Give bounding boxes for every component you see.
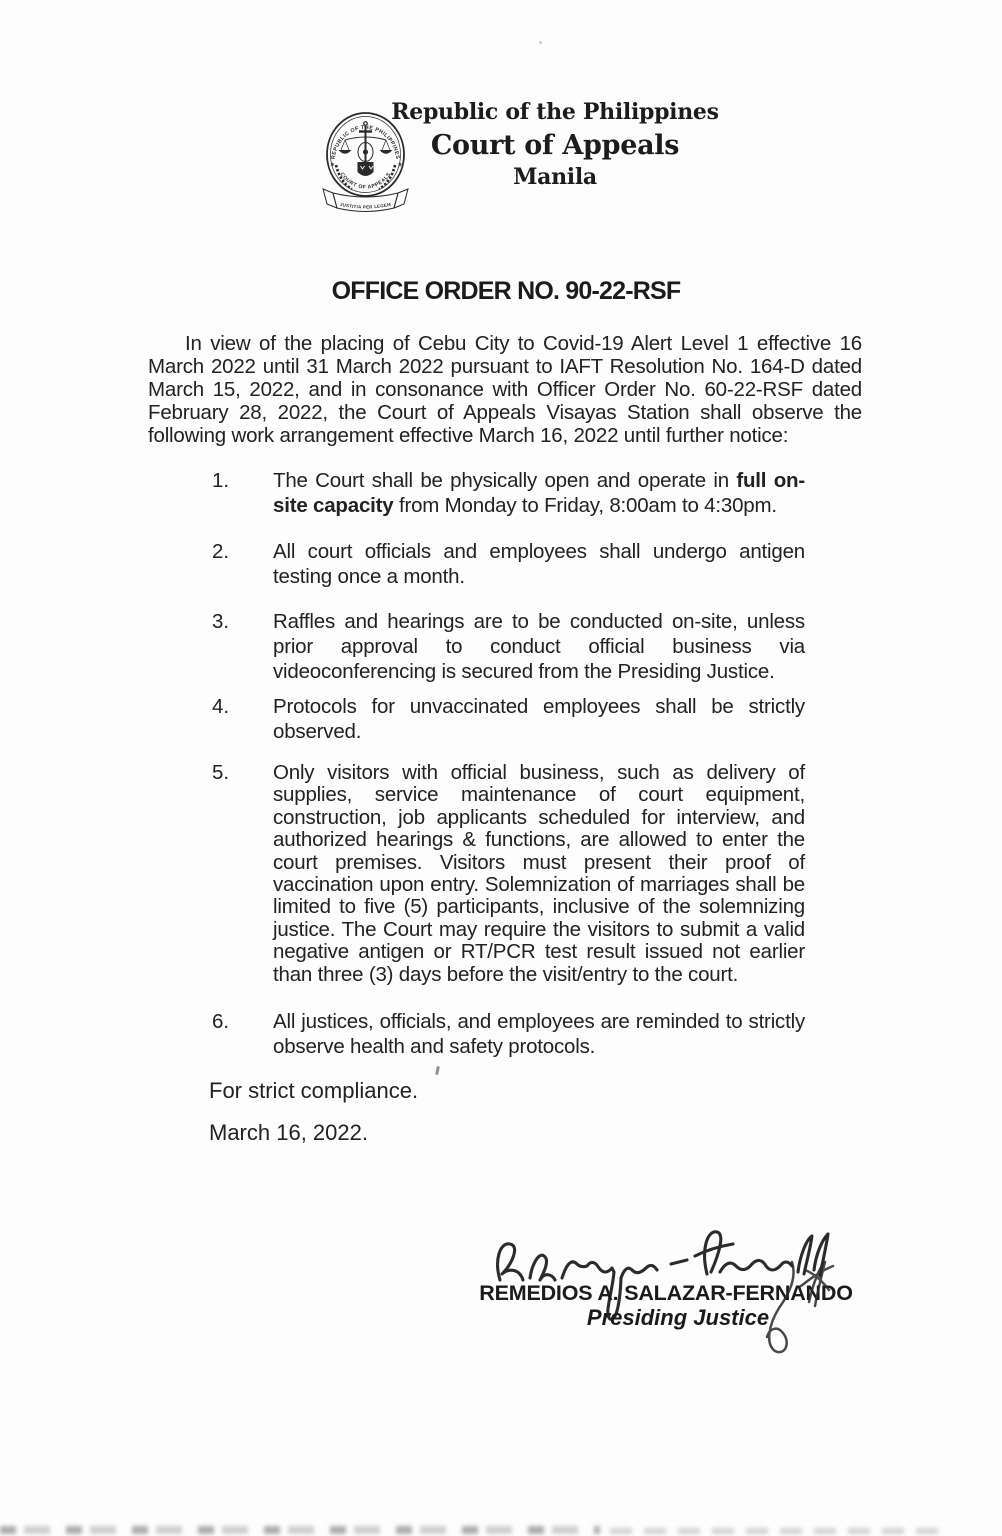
order-item-2 [212, 539, 805, 589]
compliance-line: For strict compliance. [209, 1078, 419, 1103]
scan-artifact-strip [0, 1526, 600, 1534]
item-text: All court officials and employees shall undergo antigen testing once a month. [273, 540, 805, 588]
letterhead-manila: Manila [513, 164, 597, 190]
signatory-name: REMEDIOS A. SALAZAR-FERNANDO [479, 1281, 853, 1305]
seal-star-right: ✶ [397, 162, 403, 169]
item-text: Raffles and hearings are to be conducted on-site, unless prior approval to conduct official business via videoconferencing is secured from the Presiding Justice. [273, 610, 805, 683]
order-item-3 [212, 609, 805, 684]
item-number: 5. [212, 761, 230, 784]
item-text: The Court shall be physically open and operate in full on-site capacity from Monday to Friday, 8:00am to 4:30pm. [273, 469, 805, 517]
scan-speck [539, 41, 542, 44]
scan-speck [435, 1066, 440, 1075]
item-number: 4. [212, 695, 230, 718]
item-number: 3. [212, 610, 230, 633]
svg-text:COURT OF APPEALS: COURT OF APPEALS [338, 171, 393, 191]
svg-text:REPUBLIC OF THE PHILIPPINES: REPUBLIC OF THE PHILIPPINES [330, 124, 401, 160]
letterhead-republic: Republic of the Philippines [391, 99, 719, 125]
intro-paragraph: In view of the placing of Cebu City to Covid-19 Alert Level 1 effective 16 March 2022 until 31 March 2022 pursuant to IAFT Resolution No. 164-D dated March 15, 2022, and in consonance with Officer Order No. 60-22-RSF dated February 28, 2022, the Court of Appeals Visayas Station shall observe the following work arrangement effective March 16, 2022 until further notice: [148, 332, 862, 447]
seal-star-left: ✶ [329, 162, 336, 169]
signature-paraph [745, 1256, 837, 1363]
order-item-1 [212, 468, 805, 518]
order-item-6 [212, 1009, 805, 1059]
item-number: 2. [212, 540, 230, 563]
item-number: 6. [212, 1010, 230, 1033]
document-title: OFFICE ORDER NO. 90-22-RSF [331, 277, 681, 305]
item-bold-text: full on-site capacity [273, 469, 805, 517]
item-text: Only visitors with official business, such as delivery of supplies, service maintenance of court equipment, construction, job applicants scheduled for interview, and authorized hearings & functions, are allowed to enter the court premises. Visitors must present their proof of vaccination upon entry. Solemnization of marriages shall be limited to five (5) participants, inclusive of the solemnizing justice. The Court may require the visitors to submit a valid negative antigen or RT/PCR test result issued not earlier than three (3) days before the visit/entry to the court. [273, 761, 805, 986]
scan-artifact-strip [610, 1528, 940, 1534]
order-item-4 [212, 694, 805, 744]
letterhead [355, 96, 755, 192]
letterhead-court: Court of Appeals [430, 130, 680, 161]
signatory-title: Presiding Justice [586, 1305, 770, 1330]
date-line: March 16, 2022. [209, 1120, 368, 1145]
item-text: All justices, officials, and employees are reminded to strictly observe health and safety protocols. [273, 1010, 805, 1058]
item-number: 1. [212, 469, 230, 492]
svg-text:JUSTITIA PER LEGEM: JUSTITIA PER LEGEM [339, 201, 392, 210]
item-text: Protocols for unvaccinated employees shall be strictly observed. [273, 695, 805, 743]
order-item-5 [212, 762, 805, 986]
